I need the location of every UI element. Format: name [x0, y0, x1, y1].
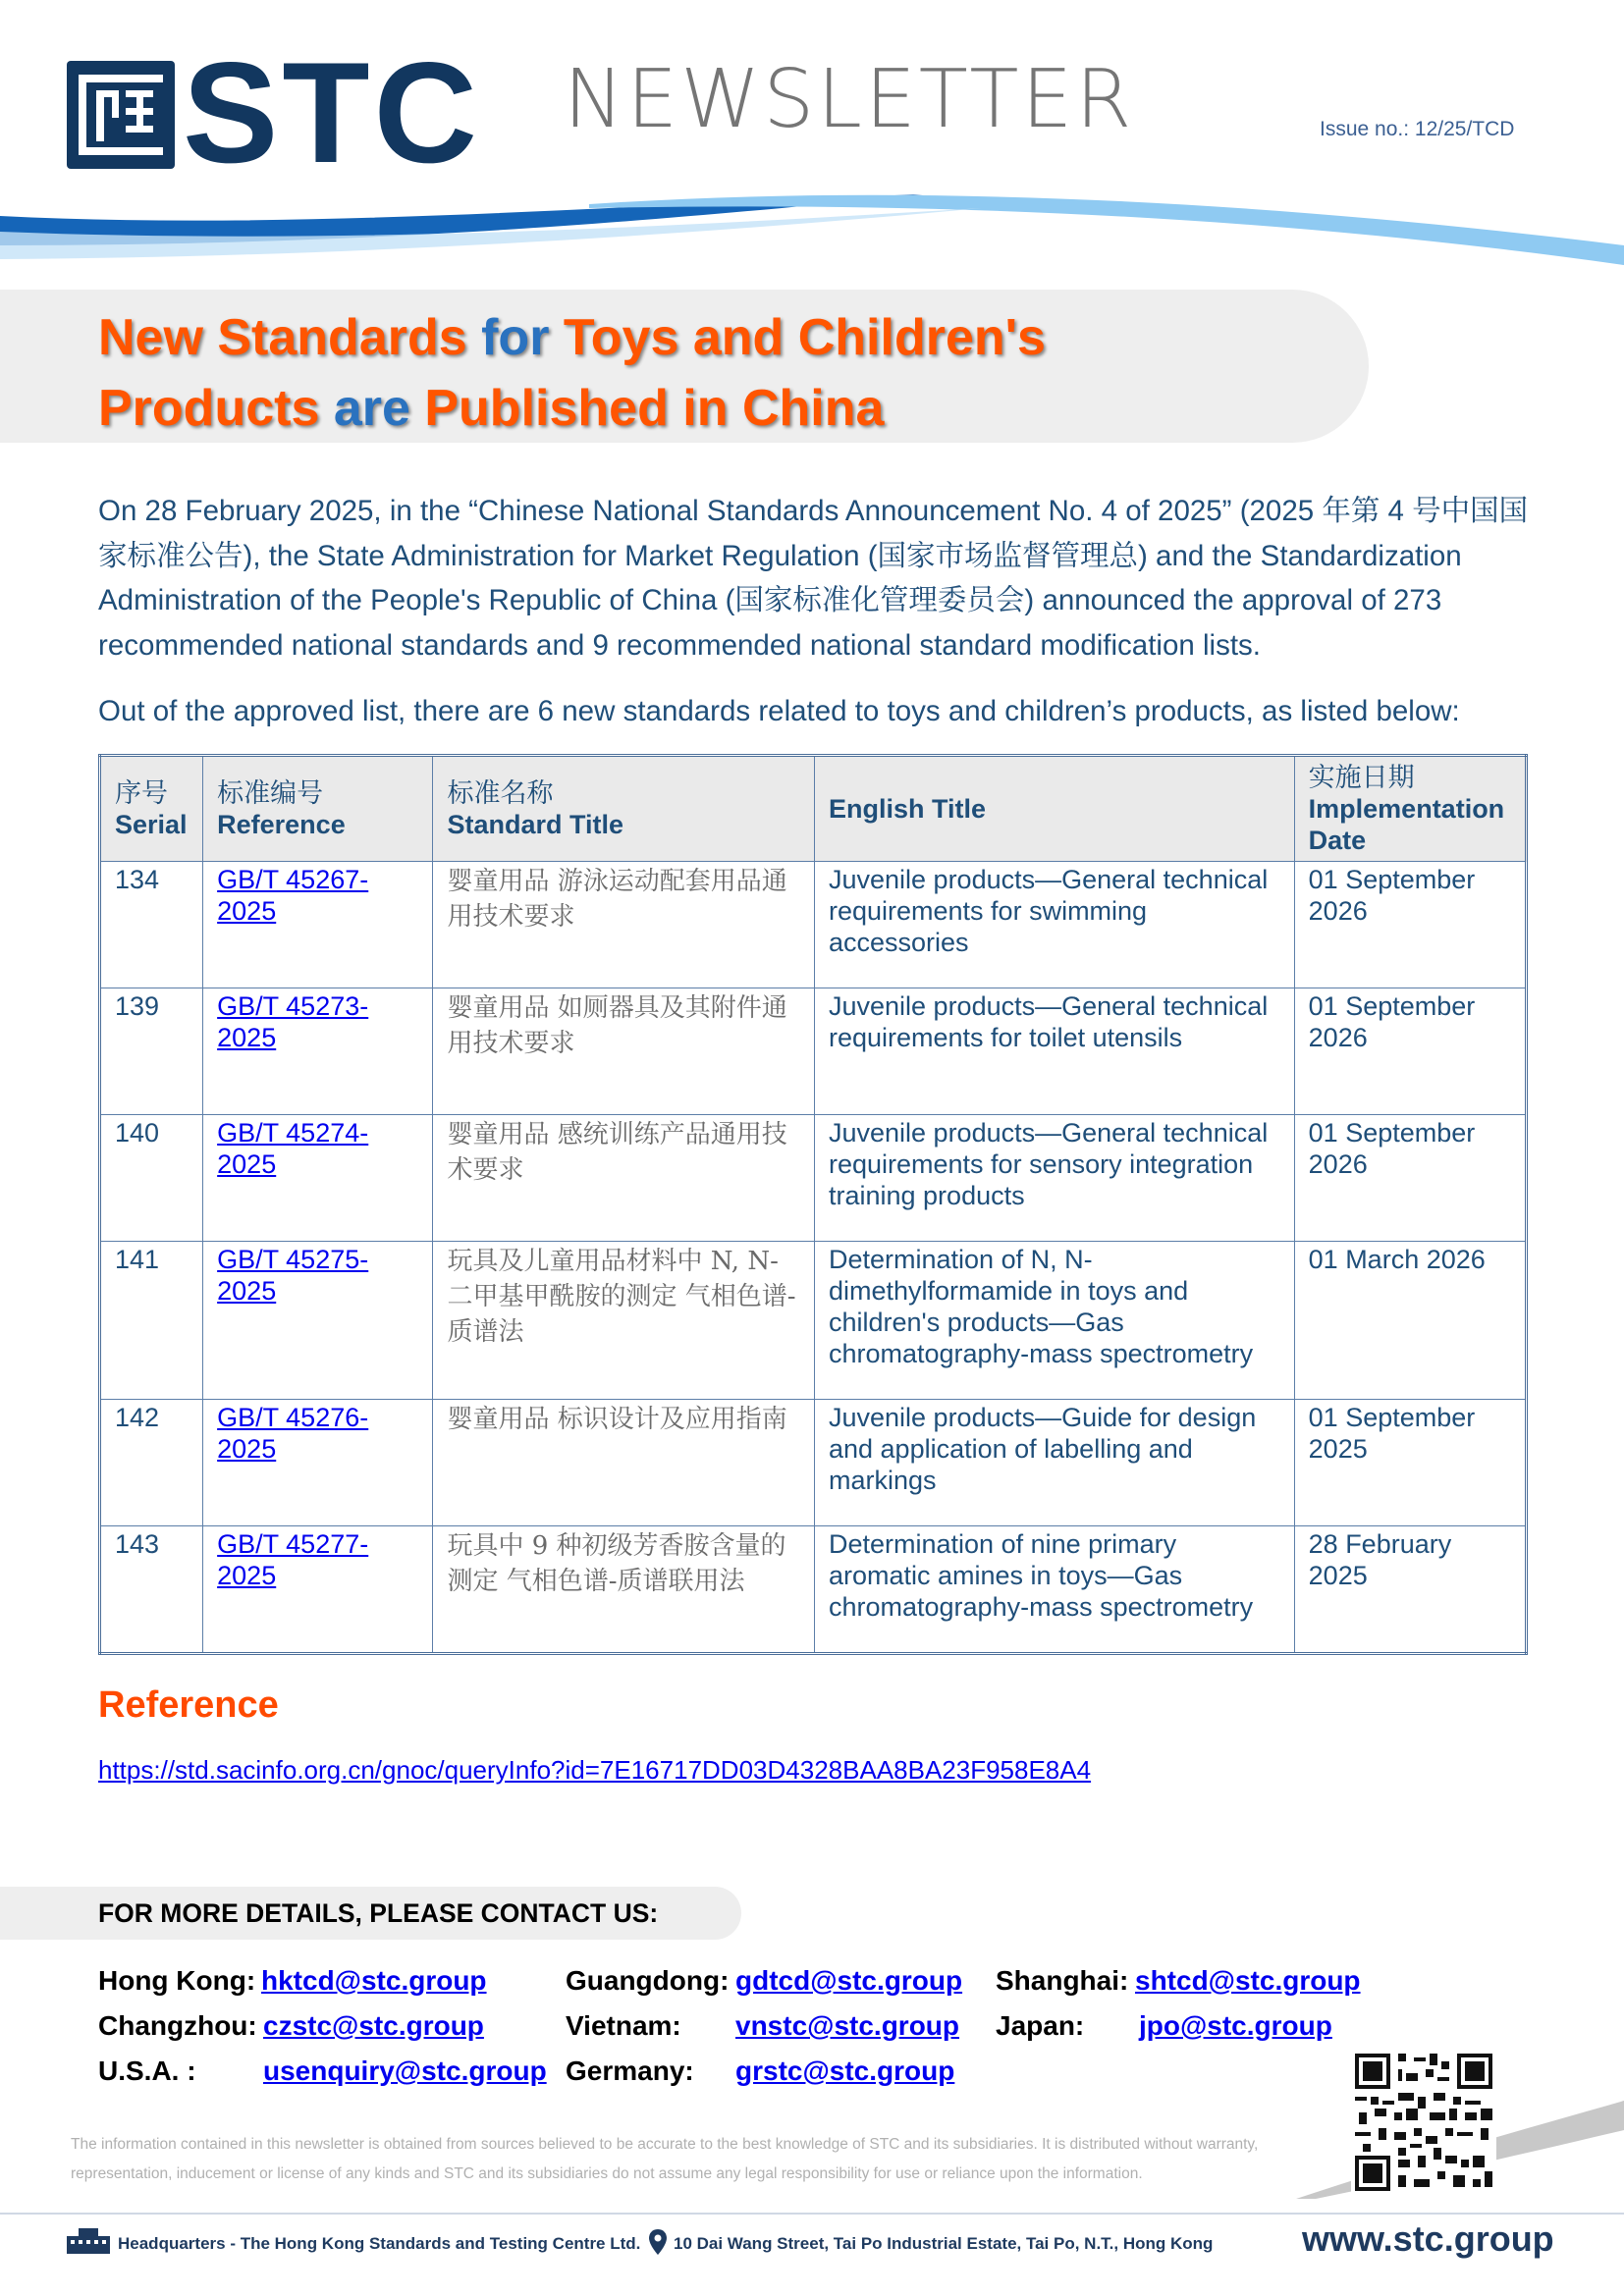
- email-link[interactable]: czstc@stc.group: [263, 2010, 484, 2041]
- cell-reference: [203, 1400, 433, 1526]
- cell-english-title: Determination of nine primary aromatic amines in toys—Gas chromatography-mass spectrometry: [814, 1526, 1294, 1654]
- title-part-3: Toys and Children's: [563, 309, 1046, 366]
- headquarters-text: Headquarters - The Hong Kong Standards and Testing Centre Ltd.: [118, 2234, 641, 2253]
- table-row: [100, 1526, 1527, 1654]
- email-link[interactable]: usenquiry@stc.group: [263, 2056, 547, 2086]
- building-icon: [65, 2226, 112, 2254]
- cell-english-title: Juvenile products—General technical requirements for toilet utensils: [814, 988, 1294, 1115]
- contact-label-usa: U.S.A. :: [98, 2056, 196, 2086]
- website-link[interactable]: www.stc.group: [1302, 2218, 1554, 2259]
- header-swoosh: [0, 177, 1624, 285]
- table-row: [100, 1242, 1527, 1400]
- cell-standard-title: 婴童用品 游泳运动配套用品通用技术要求: [433, 862, 815, 988]
- reference-heading: Reference: [98, 1684, 279, 1726]
- reference-link[interactable]: GB/T 45273-2025: [217, 991, 369, 1052]
- qr-code-icon: [1351, 2050, 1496, 2195]
- cell-standard-title: 玩具及儿童用品材料中 N, N-二甲基甲酰胺的测定 气相色谱-质谱法: [433, 1242, 815, 1400]
- title-part-4: Products: [98, 380, 320, 437]
- cell-date: 01 September 2026: [1294, 862, 1526, 988]
- header-date-en: Implementation Date: [1308, 794, 1505, 855]
- stc-logo-mark: [67, 61, 175, 169]
- cell-standard-title: 婴童用品 感统训练产品通用技术要求: [433, 1115, 815, 1242]
- stc-logo-text: STC: [183, 32, 481, 192]
- cell-serial: 134: [100, 862, 203, 988]
- title-part-1: New Standards: [98, 309, 467, 366]
- email-link[interactable]: shtcd@stc.group: [1135, 1965, 1361, 1996]
- title-part-2: for: [481, 309, 550, 366]
- reference-link[interactable]: GB/T 45275-2025: [217, 1245, 369, 1306]
- reference-link[interactable]: GB/T 45267-2025: [217, 865, 369, 926]
- table-row: [100, 1115, 1527, 1242]
- address-text: 10 Dai Wang Street, Tai Po Industrial Estate, Tai Po, N.T., Hong Kong: [674, 2234, 1214, 2253]
- header-implementation-date: [1294, 756, 1526, 862]
- email-link[interactable]: gdtcd@stc.group: [735, 1965, 963, 1996]
- table-row: [100, 988, 1527, 1115]
- reference-link[interactable]: GB/T 45276-2025: [217, 1403, 369, 1464]
- cell-date: 01 September 2026: [1294, 988, 1526, 1115]
- cell-serial: 141: [100, 1242, 203, 1400]
- title-part-5: are: [333, 380, 410, 437]
- cell-reference: [203, 988, 433, 1115]
- cell-serial: 140: [100, 1115, 203, 1242]
- cell-english-title: Juvenile products—Guide for design and application of labelling and markings: [814, 1400, 1294, 1526]
- contact-label-changzhou: Changzhou:: [98, 2010, 257, 2041]
- map-pin-icon: [648, 2228, 668, 2256]
- cell-reference: [203, 1115, 433, 1242]
- list-intro-paragraph: Out of the approved list, there are 6 new standards related to toys and children’s products, as listed below:: [98, 695, 1460, 727]
- email-link[interactable]: jpo@stc.group: [1139, 2010, 1332, 2041]
- cell-standard-title: 玩具中 9 种初级芳香胺含量的测定 气相色谱-质谱联用法: [433, 1526, 815, 1654]
- header-ref-en: Reference: [217, 810, 346, 839]
- cell-serial: 139: [100, 988, 203, 1115]
- intro-paragraph: On 28 February 2025, in the “Chinese National Standards Announcement No. 4 of 2025” (2025 年第 4 号中国国家标准公告), the State Administration for Market Regulation (国家市场监督管理总) and the Standardization Administration of the People's Republic of China (国家标准化管理委员会) announced the approval of 273 recommended national standards and 9 recommended national standard modification lists.: [98, 495, 1529, 662]
- cell-date: 01 September 2026: [1294, 1115, 1526, 1242]
- header-reference: [203, 756, 433, 862]
- table-row: [100, 862, 1527, 988]
- contact-label-shanghai: Shanghai:: [996, 1965, 1129, 1996]
- header-serial: [100, 756, 203, 862]
- cell-date: 28 February 2025: [1294, 1526, 1526, 1654]
- contact-label-germany: Germany:: [566, 2056, 694, 2086]
- cell-standard-title: 婴童用品 标识设计及应用指南: [433, 1400, 815, 1526]
- title-part-6: Published in China: [424, 380, 885, 437]
- header-english-title: [814, 756, 1294, 862]
- contact-label-hong-kong: Hong Kong:: [98, 1965, 256, 1996]
- header-title-cn: 标准名称: [447, 778, 554, 808]
- contact-email-vietnam: [735, 2010, 959, 2042]
- email-link[interactable]: vnstc@stc.group: [735, 2010, 960, 2041]
- header-date-cn: 实施日期: [1308, 763, 1415, 792]
- contact-email-usa: [263, 2056, 547, 2087]
- contact-email-shanghai: [1135, 1965, 1361, 1997]
- cell-reference: [203, 1242, 433, 1400]
- page-title: [98, 302, 1276, 444]
- contact-email-hong-kong: [261, 1965, 487, 1997]
- header-serial-cn: 序号: [115, 778, 168, 808]
- cell-standard-title: 婴童用品 如厕器具及其附件通用技术要求: [433, 988, 815, 1115]
- contact-email-guangdong: [735, 1965, 962, 1997]
- contact-email-germany: [735, 2056, 954, 2087]
- standards-table: [98, 754, 1528, 1655]
- contact-label-guangdong: Guangdong:: [566, 1965, 730, 1996]
- reference-link[interactable]: GB/T 45277-2025: [217, 1529, 369, 1590]
- header-title-en: Standard Title: [447, 810, 623, 839]
- contact-label-vietnam: Vietnam:: [566, 2010, 681, 2041]
- email-link[interactable]: hktcd@stc.group: [261, 1965, 487, 1996]
- contact-heading: FOR MORE DETAILS, PLEASE CONTACT US:: [98, 1898, 659, 1928]
- cell-english-title: Determination of N, N-dimethylformamide in toys and children's products—Gas chromatography-mass spectrometry: [814, 1242, 1294, 1400]
- contact-label-japan: Japan:: [996, 2010, 1085, 2041]
- cell-serial: 143: [100, 1526, 203, 1654]
- cell-english-title: Juvenile products—General technical requirements for swimming accessories: [814, 862, 1294, 988]
- header-serial-en: Serial: [115, 810, 188, 839]
- header-ref-cn: 标准编号: [217, 778, 324, 808]
- table-row: [100, 1400, 1527, 1526]
- cell-reference: [203, 1526, 433, 1654]
- email-link[interactable]: grstc@stc.group: [735, 2056, 955, 2086]
- contact-email-changzhou: [263, 2010, 484, 2042]
- disclaimer-text: The information contained in this newsletter is obtained from sources believed to be accurate to the best knowledge of STC and its subsidiaries. It is distributed without warranty, representation, inducement or license of any kinds and STC and its subsidiaries do not assume any legal responsibility for use or reliance upon the information.: [71, 2136, 1259, 2182]
- cell-date: 01 March 2026: [1294, 1242, 1526, 1400]
- contact-email-japan: [1139, 2010, 1332, 2042]
- reference-url-link[interactable]: https://std.sacinfo.org.cn/gnoc/queryInfo?id=7E16717DD03D4328BAA8BA23F958E8A4: [98, 1755, 1092, 1785]
- reference-link[interactable]: GB/T 45274-2025: [217, 1118, 369, 1179]
- header-standard-title: [433, 756, 815, 862]
- issue-number: Issue no.: 12/25/TCD: [1320, 118, 1515, 140]
- header-english: English Title: [828, 794, 987, 824]
- cell-serial: 142: [100, 1400, 203, 1526]
- newsletter-label: NEWSLETTER: [564, 53, 1135, 146]
- footer-divider: [0, 2213, 1624, 2215]
- cell-english-title: Juvenile products—General technical requirements for sensory integration training products: [814, 1115, 1294, 1242]
- table-header-row: [100, 756, 1527, 862]
- cell-reference: [203, 862, 433, 988]
- cell-date: 01 September 2025: [1294, 1400, 1526, 1526]
